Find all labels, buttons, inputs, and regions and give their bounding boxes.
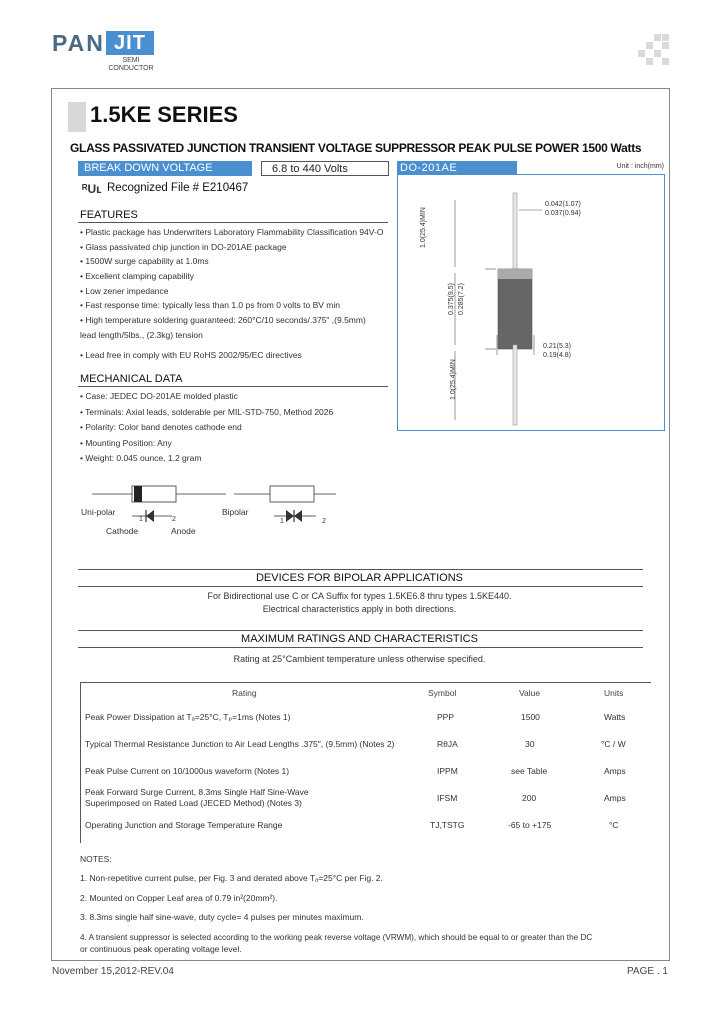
unipolar-triangle [146, 510, 154, 522]
features-rule [78, 222, 388, 223]
ul-mark-icon: ᴿUʟ [82, 182, 102, 196]
feature-item: • Excellent clamping capability [80, 271, 195, 282]
rating-row-5: Operating Junction and Storage Temperature Range [85, 820, 283, 830]
dim-lead-diameter: 0.042(1.07) [545, 201, 581, 208]
dim-lead-length-top: 1.0(25.4)MIN [420, 207, 427, 248]
value-row-4: 200 [522, 793, 537, 803]
mechanical-item: • Case: JEDEC DO-201AE molded plastic [80, 391, 238, 401]
bipolar-line-2: Electrical characteristics apply in both directions. [262, 604, 457, 614]
dim-lead-length-bottom: 1.0(25.4)MIN [450, 359, 457, 400]
mechanical-item: • Polarity: Color band denotes cathode end [80, 422, 242, 432]
bipolar-line-1: For Bidirectional use C or CA Suffix for types 1.5KE6.8 thru types 1.5KE440. [207, 591, 512, 601]
footer-rule [51, 960, 670, 961]
rating-row-2: Typical Thermal Resistance Junction to Air Lead Lengths .375", (9.5mm) (Notes 2) [85, 739, 395, 749]
feature-item: • Low zener impedance [80, 285, 169, 296]
diode-symbols [88, 480, 338, 530]
recognized-file: Recognized File # E210467 [107, 182, 249, 194]
bipolar-rule-top [78, 569, 643, 570]
mechanical-list [80, 391, 333, 469]
bipolar-pin-1-label: 1 [280, 518, 284, 525]
unipolar-label: Uni-polar [81, 507, 116, 517]
bipolar-section-title: DEVICES FOR BIPOLAR APPLICATIONS [255, 572, 464, 584]
symbol-row-3: IPPM [437, 766, 458, 776]
mechanical-item: • Weight: 0.045 ounce, 1.2 gram [80, 453, 202, 463]
breakdown-voltage-label: BREAK DOWN VOLTAGE [78, 161, 252, 176]
rating-row-3: Peak Pulse Current on 10/1000us waveform (Notes 1) [85, 766, 290, 776]
feature-item: • Fast response time: typically less than 1.0 ps from 0 volts to BV min [80, 300, 340, 311]
page-title: 1.5KE SERIES [90, 102, 238, 127]
ratings-title: MAXIMUM RATINGS AND CHARACTERISTICS [241, 633, 478, 645]
mechanical-item: • Mounting Position: Any [80, 437, 172, 448]
dim-body-length: 0.375(9.5) [448, 283, 455, 315]
units-row-3: Amps [604, 766, 626, 776]
bipolar-rule-bottom [78, 586, 643, 587]
logo-sub-line1: SEMI [122, 57, 140, 64]
rating-row-4: Peak Forward Surge Current, 8.3ms Single Half Sine-Wave [85, 787, 309, 797]
note-item: or continuous peak operating voltage level. [80, 944, 242, 954]
lead-top [513, 193, 517, 273]
header-symbol: Symbol [428, 688, 457, 698]
pin-2-label: 2 [172, 516, 176, 523]
anode-label: Anode [171, 526, 196, 536]
logo-sub-line2: CONDUCTOR [108, 65, 154, 72]
feature-item: lead length/5lbs., (2.3kg) tension [80, 329, 203, 340]
note-item: 4. A transient suppressor is selected according to the working peak reverse voltage (VRWM), which should be equal to or greater than the DC [80, 933, 593, 942]
voltage-range: 6.8 to 440 Volts [261, 161, 389, 176]
note-item: 3. 8.3ms single half sine-wave, duty cycle= 4 pulses per minutes maximum. [80, 912, 364, 922]
rating-row-4-line-2: Superimposed on Rated Load (JECED Method) (Notes 3) [85, 798, 302, 808]
lead-bottom [513, 345, 517, 425]
package-label: DO-201AE [397, 161, 517, 175]
feature-item: • High temperature soldering guaranteed: 260°C/10 seconds/.375" ,(9.5mm) [80, 315, 366, 326]
diode-body [498, 269, 532, 349]
unipolar-band [134, 486, 142, 502]
units-row-2: °C / W [601, 739, 626, 749]
bipolar-body [270, 486, 314, 502]
units-row-5: °C [609, 820, 619, 830]
symbol-row-2: RθJA [437, 739, 458, 749]
headline: GLASS PASSIVATED JUNCTION TRANSIENT VOLTAGE SUPPRESSOR PEAK PULSE POWER 1500 Watts [70, 141, 642, 155]
value-row-3: see Table [511, 766, 548, 776]
header-rating: Rating [232, 688, 257, 698]
footer-date: November 15,2012-REV.04 [52, 966, 174, 977]
dim-body-diameter-2: 0.19(4.8) [543, 352, 572, 359]
feature-item: • 1500W surge capability at 1.0ms [80, 256, 209, 267]
ratings-rule-top [78, 630, 643, 631]
bipolar-label: Bipolar [222, 507, 249, 517]
units-row-4: Amps [604, 793, 626, 803]
dim-lead-diameter-2: 0.037(0.94) [545, 210, 581, 217]
package-drawing [397, 175, 665, 431]
header-units: Units [604, 688, 624, 698]
cathode-label: Cathode [106, 526, 139, 536]
note-item: 1. Non-repetitive current pulse, per Fig. 3 and derated above Tₐ=25°C per Fig. 2. [80, 873, 383, 883]
brand-logo-pan: PAN [52, 30, 105, 56]
mechanical-title: MECHANICAL DATA [80, 373, 183, 385]
dim-body-length-2: 0.285(7.2) [458, 283, 465, 315]
header-value: Value [519, 688, 541, 698]
symbol-row-5: TJ,TSTG [430, 820, 465, 830]
features-list [80, 227, 383, 365]
ratings-rule-bottom [78, 647, 643, 648]
title-accent [68, 102, 86, 132]
symbol-row-4: IFSM [437, 793, 458, 803]
mechanical-rule [78, 386, 388, 387]
rating-row-1: Peak Power Dissipation at Tₐ=25°C, Tₚ=1ms (Notes 1) [85, 712, 291, 722]
units-row-1: Watts [604, 712, 626, 722]
cathode-band [498, 269, 532, 279]
feature-item: • Lead free in comply with EU RoHS 2002/95/EC directives [80, 349, 302, 360]
ratings-table [80, 682, 651, 843]
value-row-5: -65 to +175 [508, 820, 552, 830]
value-row-2: 30 [525, 739, 535, 749]
note-item: 2. Mounted on Copper Leaf area of 0.79 in²(20mm²). [80, 893, 278, 903]
ratings-subtitle: Rating at 25°Cambient temperature unless otherwise specified. [233, 654, 486, 664]
dim-body-diameter: 0.21(5.3) [543, 343, 572, 350]
feature-item: • Glass passivated chip junction in DO-201AE package [80, 241, 287, 252]
decorative-pixels-icon [638, 34, 670, 66]
notes-title: NOTES: [80, 854, 112, 864]
brand-logo-subtitle [106, 57, 156, 73]
value-row-1: 1500 [521, 712, 540, 722]
features-title: FEATURES [80, 209, 138, 221]
feature-item: • Plastic package has Underwriters Laboratory Flammability Classification 94V-O [80, 227, 384, 237]
mechanical-item: • Terminals: Axial leads, solderable per MIL-STD-750, Method 2026 [80, 406, 334, 417]
brand-logo-jit: JIT [106, 31, 154, 55]
pin-1-label: 1 [139, 516, 143, 523]
footer-page: PAGE . 1 [627, 966, 668, 977]
unit-label: Unit : inch(mm) [616, 163, 664, 170]
bipolar-pin-2-label: 2 [322, 518, 326, 525]
symbol-row-1: PPP [437, 712, 455, 722]
